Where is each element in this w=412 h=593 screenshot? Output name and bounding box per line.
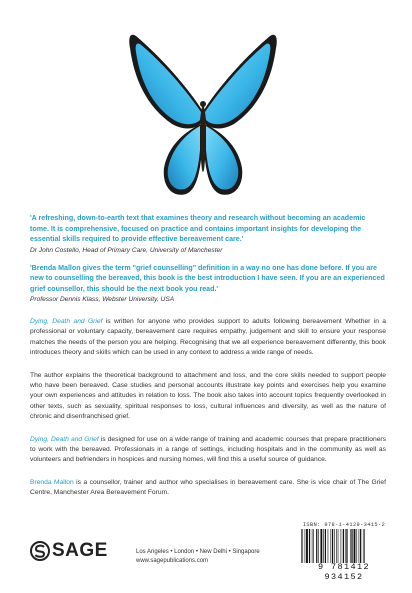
publisher-logo (30, 540, 108, 562)
barcode-image (300, 529, 388, 563)
review-attribution-1: Dr John Costello, Head of Primary Care, University of Manchester (30, 246, 223, 254)
back-cover-text (30, 213, 386, 499)
author-name: Brenda Mallon (30, 478, 74, 486)
review-attribution-2: Professor Dennis Klass, Webster University, USA (30, 296, 175, 303)
book-title: Dying, Death and Grief (30, 318, 103, 325)
footer (30, 520, 386, 582)
author-bio: Brenda Mallon is a counsellor, trainer and author who specialises in bereavement care. She is vice chair of The Grief Centre, Manchester Area Bereavement Forum. (30, 478, 386, 497)
book-title: Dying, Death and Grief (30, 435, 99, 443)
review-quote-1: 'A refreshing, down-to-earth text that examines theory and research without becoming an academic tome. It is comprehensive, focused on practice and contains important insights for developing the essential skills required to provide effective bereavement care.' (30, 214, 366, 243)
sage-logo-icon (30, 541, 50, 561)
description-paragraph-2: The author explains the theoretical background to attachment and loss, and the core skills needed to support people who have been bereaved. Case studies and personal accounts illustrate key points and exercises help you examine your own experiences and attitudes in relation to loss. The book also takes into account topics frequently overlooked in other texts, such as sexuality, spiritual responses to loss, cultural influences and diversity, as well as the nature of chronic and disenfranchised grief. (30, 371, 386, 421)
publisher-name: SAGE (52, 540, 108, 561)
isbn-label: ISBN: 978-1-4129-3415-2 (302, 522, 386, 528)
barcode-number: 9 781412 934152 (317, 562, 370, 582)
butterfly-image (128, 28, 278, 204)
publisher-cities: Los Angeles • London • New Delhi • Singapore (136, 549, 260, 555)
isbn-barcode-block (300, 522, 388, 582)
review-quote-2: 'Brenda Mallon gives the term "grief counselling" definition in a way no one has done before. If you are new to counselling the bereaved, this book is the best introduction I have seen. If you are an experienced grief counsellor, this should be the next book you read.' (30, 263, 385, 293)
description-paragraph-1: Dying, Death and Grief is written for anyone who provides support to adults following bereavement Whether in a professional or voluntary capacity, bereavement care requires empathy, judgement and skill to ensure your response matches the needs of the person you are helping. Recognising that we all experience bereavement differently, this book introduces theory and skills which can be used in any context to address a wide range of needs. (30, 318, 386, 357)
publisher-info (136, 548, 260, 565)
publisher-url: www.sagepublications.com (136, 557, 209, 564)
description-paragraph-3: Dying, Death and Grief is designed for use on a wide range of training and academic courses that prepare practitioners to work with the bereaved. Professionals in a range of settings, including hospitals and in the community as well as volunteers and befrienders in hospices and nursing homes, will find this a useful source of guidance. (30, 435, 386, 464)
